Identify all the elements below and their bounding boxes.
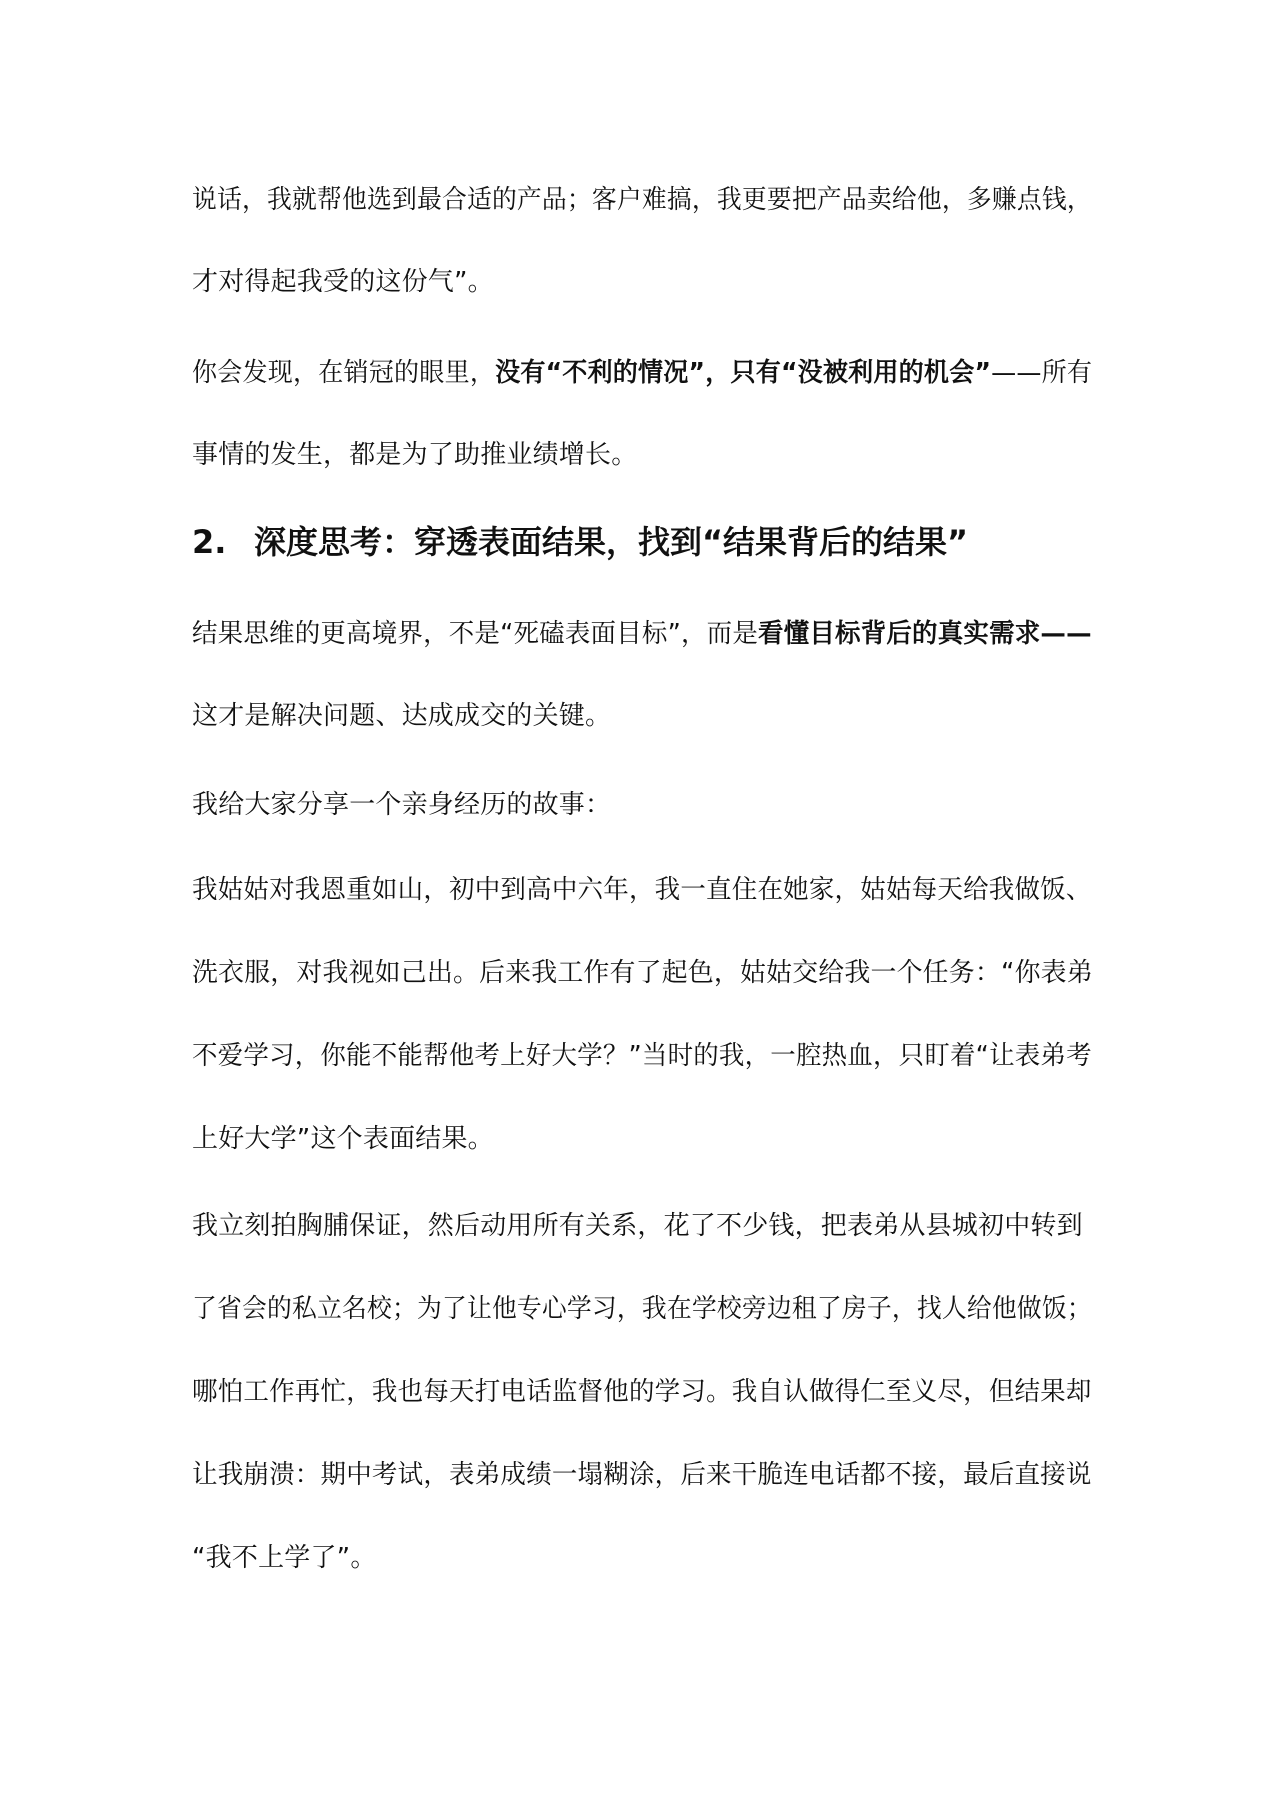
paragraph-line: 这才是解决问题、达成成交的关键。 [192,701,612,731]
paragraph-line-mixed [192,353,1093,393]
paragraph-line: 上好大学”这个表面结果。 [192,1124,494,1154]
bold-text-run: 看懂目标背后的真实需求—— [757,619,1092,649]
paragraph-line: 我立刻拍胸脯保证，然后动用所有关系，花了不少钱，把表弟从县城初中转到 [192,1211,1083,1241]
text-run: 结果思维的更高境界，不是“死磕表面目标”，而是 [192,619,758,649]
paragraph-line: 才对得起我受的这份气”。 [192,267,494,297]
paragraph-line: 让我崩溃：期中考试，表弟成绩一塌糊涂，后来干脆连电话都不接，最后直接说 [192,1460,1092,1490]
bold-text-run: 没有“不利的情况”，只有“没被利用的机会” [495,358,992,388]
paragraph-line: 了省会的私立名校；为了让他专心学习，我在学校旁边租了房子，找人给他做饭； [192,1294,1092,1324]
paragraph-line: “我不上学了”。 [192,1543,377,1573]
text-run: 你会发现，在销冠的眼里， [192,358,496,388]
paragraph-line: 我姑姑对我恩重如山，初中到高中六年，我一直住在她家，姑姑每天给我做饭、 [192,875,1092,905]
paragraph-line: 哪怕工作再忙，我也每天打电话监督他的学习。我自认做得仁至义尽，但结果却 [192,1377,1092,1407]
section-number: 2. [192,523,227,561]
text-run: ——所有 [991,358,1093,388]
paragraph-line: 说话，我就帮他选到最合适的产品；客户难搞，我更要把产品卖给他，多赚点钱， [192,185,1092,215]
paragraph-line: 洗衣服，对我视如己出。后来我工作有了起色，姑姑交给我一个任务：“你表弟 [192,958,1093,988]
section-heading [192,520,1092,564]
paragraph-line: 不爱学习，你能不能帮他考上好大学？”当时的我，一腔热血，只盯着“让表弟考 [192,1041,1092,1071]
section-title: 深度思考：穿透表面结果，找到“结果背后的结果” [254,523,969,561]
paragraph-line-mixed [192,614,1092,654]
paragraph-line: 我给大家分享一个亲身经历的故事： [192,790,612,820]
paragraph-line: 事情的发生，都是为了助推业绩增长。 [192,440,638,470]
